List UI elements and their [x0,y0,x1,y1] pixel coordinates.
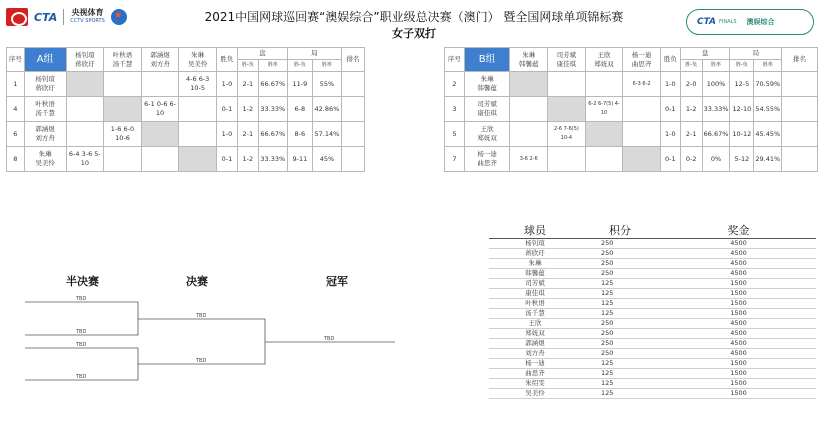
ranking-player: 郑妩双 [489,329,581,339]
games-rate-header: 胜率 [312,60,341,72]
ranking-prize [661,299,816,309]
final-slot: TBD [196,358,207,364]
row-set-rate: 66.67% [258,122,287,147]
ranking-player: 曲思齐 [489,369,581,379]
row-record: 1-0 [216,122,237,147]
ranking-row [489,369,816,379]
record-header: 胜负 [660,48,680,72]
round-semifinal-label: 半决赛 [66,275,99,288]
row-set-rate: 66.67% [702,122,730,147]
match-score: 2-6 7-6(5) 10-4 [548,122,586,147]
row-seq: 4 [7,97,25,122]
row-sets: 2-1 [237,72,258,97]
ranking-points: 125 [581,389,661,399]
ranking-points: 250 [581,349,661,359]
games-wl-header: 胜-负 [730,60,754,72]
col-player: 杨钊瑄 蒋欣玗 [66,48,104,72]
ranking-prize [661,379,816,389]
row-games: 10-12 [730,122,754,147]
ranking-points: 250 [581,319,661,329]
row-set-rate: 100% [702,72,730,97]
row-game-rate: 29.41% [754,147,782,172]
ranking-prize [661,289,816,299]
match-score: 6-1 0-6 6-10 [141,97,179,122]
ranking-row [489,389,816,399]
match-score: 3-6 2-6 [510,147,548,172]
row-record: 0-1 [216,97,237,122]
col-player: 司芳斌 康佳琪 [548,48,586,72]
cctv-logo-main: 央视体育 [71,8,104,17]
row-record: 0-1 [216,147,237,172]
col-player: 朱琳 吴美怜 [179,48,217,72]
ranking-row [489,359,816,369]
ranking-prize-value: 1500 [730,369,747,377]
ranking-points: 125 [581,369,661,379]
row-game-rate: 45.45% [754,122,782,147]
ranking-player: 蒋欣玗 [489,249,581,259]
col-player: 王欣 郑妩双 [585,48,623,72]
row-sets: 0-2 [680,147,702,172]
col-player: 叶秋语 汤千慧 [104,48,142,72]
ranking-prize-value: 4500 [730,329,747,337]
finals-logo-sub: FINALS [719,19,737,25]
page-title: 2021中国网球巡回赛“澳娱综合”职业级总决赛（澳门） 暨全国网球单项锦标赛 [204,10,624,24]
ranking-prize-value: 1500 [730,379,747,387]
row-game-rate: 55% [312,72,341,97]
semi-slot: TBD [76,329,87,335]
ranking-prize [661,309,816,319]
row-players: 朱琳 韩馨蕴 [464,72,510,97]
ranking-points: 125 [581,279,661,289]
ranking-row [489,239,816,249]
semi-slot: TBD [76,374,87,380]
ranking-points: 125 [581,309,661,319]
ranking-player: 吴美怜 [489,389,581,399]
match-score: 6-4 3-6 5-10 [66,147,104,172]
ranking-prize-value: 1500 [730,279,747,287]
ranking-points: 125 [581,299,661,309]
row-record: 0-1 [660,97,680,122]
ranking-points: 250 [581,339,661,349]
finals-logo-right: 澳娱综合 [746,18,775,26]
row-game-rate: 45% [312,147,341,172]
ranking-points: 125 [581,379,661,389]
ranking-prize [661,369,816,379]
games-rate-header: 胜率 [754,60,782,72]
seq-header: 序号 [7,48,25,72]
match-score: 6-3 6-2 [623,72,661,97]
ranking-player: 康佳琪 [489,289,581,299]
semi-slot: TBD [76,342,87,348]
row-set-rate: 33.33% [258,97,287,122]
record-header: 胜负 [216,48,237,72]
semi-slot: TBD [76,296,87,302]
ranking-prize-value: 1500 [730,309,747,317]
ranking-prize [661,389,816,399]
row-seq: 7 [445,147,465,172]
group-name: B组 [464,48,510,72]
ranking-row [489,299,816,309]
ranking-prize-value: 4500 [730,249,747,257]
row-games: 12-5 [730,72,754,97]
points-prize-table [489,222,816,399]
row-sets: 2-1 [680,122,702,147]
row-game-rate: 42.86% [312,97,341,122]
ranking-prize-value: 4500 [730,269,747,277]
row-record: 0-1 [660,147,680,172]
sets-rate-header: 胜率 [702,60,730,72]
ranking-prize-value: 4500 [730,239,747,247]
seq-header: 序号 [445,48,465,72]
ranking-prize-value: 1500 [730,389,747,397]
ranking-prize-value: 1500 [730,359,747,367]
row-sets: 2-0 [680,72,702,97]
ranking-row [489,259,816,269]
round-final-label: 决赛 [186,275,208,288]
ranking-points: 125 [581,289,661,299]
ranking-player: 韩馨蕴 [489,269,581,279]
sets-header: 盘 [237,48,287,60]
ranking-prize [661,239,816,249]
page-subtitle: 女子双打 [392,27,436,40]
ranking-player: 杨一迪 [489,359,581,369]
ranking-prize [661,269,816,279]
row-players: 王欣 郑妩双 [464,122,510,147]
ranking-prize [661,359,816,369]
ranking-points: 250 [581,329,661,339]
row-players: 朱琳 吴美怜 [24,147,66,172]
row-games: 9-11 [287,147,312,172]
ranking-prize-value: 1500 [730,299,747,307]
ranking-player: 司芳斌 [489,279,581,289]
row-game-rate: 54.55% [754,97,782,122]
games-header: 局 [287,48,341,60]
row-sets: 1-2 [237,147,258,172]
row-seq: 5 [445,122,465,147]
ranking-player: 王欣 [489,319,581,329]
prize-header: 奖金 [661,222,816,239]
ranking-row [489,269,816,279]
row-seq: 6 [7,122,25,147]
row-record: 1-0 [660,122,680,147]
row-seq: 2 [445,72,465,97]
ranking-prize [661,319,816,329]
rank-header: 排名 [782,48,818,72]
row-players: 杨一迪 曲思齐 [464,147,510,172]
row-set-rate: 33.33% [702,97,730,122]
ranking-prize [661,329,816,339]
row-sets: 1-2 [680,97,702,122]
round-champion-label: 冠军 [326,275,348,288]
col-player: 杨一迪 曲思齐 [623,48,661,72]
ranking-prize [661,249,816,259]
row-set-rate: 0% [702,147,730,172]
row-seq: 3 [445,97,465,122]
cta-logo: CTA [34,10,58,24]
ranking-prize [661,339,816,349]
sets-header: 盘 [680,48,730,60]
row-game-rate: 70.59% [754,72,782,97]
row-game-rate: 57.14% [312,122,341,147]
final-slot: TBD [196,313,207,319]
ranking-prize-value: 1500 [730,289,747,297]
row-seq: 1 [7,72,25,97]
games-header: 局 [730,48,782,60]
points-header: 积分 [581,222,661,239]
row-set-rate: 33.33% [258,147,287,172]
row-record: 1-0 [216,72,237,97]
ranking-row [489,309,816,319]
row-games: 8-6 [287,122,312,147]
ranking-row [489,339,816,349]
ranking-row [489,379,816,389]
row-sets: 1-2 [237,97,258,122]
group-name: A组 [24,48,66,72]
ranking-player: 郭涵煜 [489,339,581,349]
row-players: 司芳斌 康佳琪 [464,97,510,122]
col-player: 朱琳 韩馨蕴 [510,48,548,72]
champion-slot: TBD [324,336,335,342]
row-games: 6-8 [287,97,312,122]
row-players: 郭涵煜 刘方舟 [24,122,66,147]
ranking-row [489,289,816,299]
row-seq: 8 [7,147,25,172]
ranking-points: 250 [581,259,661,269]
match-score: 1-6 6-0 10-6 [104,122,142,147]
ranking-points: 250 [581,249,661,259]
rank-header: 排名 [341,48,364,72]
row-players: 杨钊瑄 蒋欣玗 [24,72,66,97]
sets-wl-header: 胜-负 [237,60,258,72]
row-games: 5-12 [730,147,754,172]
row-set-rate: 66.67% [258,72,287,97]
ranking-prize-value: 4500 [730,339,747,347]
row-players: 叶秋语 汤千慧 [24,97,66,122]
ranking-player: 叶秋语 [489,299,581,309]
ranking-prize-value: 4500 [730,349,747,357]
row-record: 1-0 [660,72,680,97]
ranking-row [489,329,816,339]
ranking-prize-value: 4500 [730,259,747,267]
ranking-points: 250 [581,239,661,249]
ranking-player: 汤千慧 [489,309,581,319]
ranking-row [489,249,816,259]
ranking-player: 刘方舟 [489,349,581,359]
match-score: 6-2 6-7(5) 4-10 [585,97,623,122]
col-player: 郭涵煜 刘方舟 [141,48,179,72]
finals-logo-main: CTA [697,17,717,27]
ranking-player: 杨钊瑄 [489,239,581,249]
cctv-logo-sub: CCTV SPORTS [70,18,105,24]
row-games: 12-10 [730,97,754,122]
sets-wl-header: 胜-负 [680,60,702,72]
ranking-points: 125 [581,359,661,369]
player-header: 球员 [489,222,581,239]
sets-rate-header: 胜率 [258,60,287,72]
ranking-player: 朱绍雯 [489,379,581,389]
ranking-row [489,279,816,289]
row-games: 11-9 [287,72,312,97]
match-score: 4-6 6-3 10-5 [179,72,217,97]
ranking-prize [661,279,816,289]
ranking-prize-value: 4500 [730,319,747,327]
row-sets: 2-1 [237,122,258,147]
ranking-points: 250 [581,269,661,279]
ranking-player: 朱琳 [489,259,581,269]
games-wl-header: 胜-负 [287,60,312,72]
ranking-prize [661,349,816,359]
ranking-prize [661,259,816,269]
ranking-row [489,319,816,329]
ranking-row [489,349,816,359]
